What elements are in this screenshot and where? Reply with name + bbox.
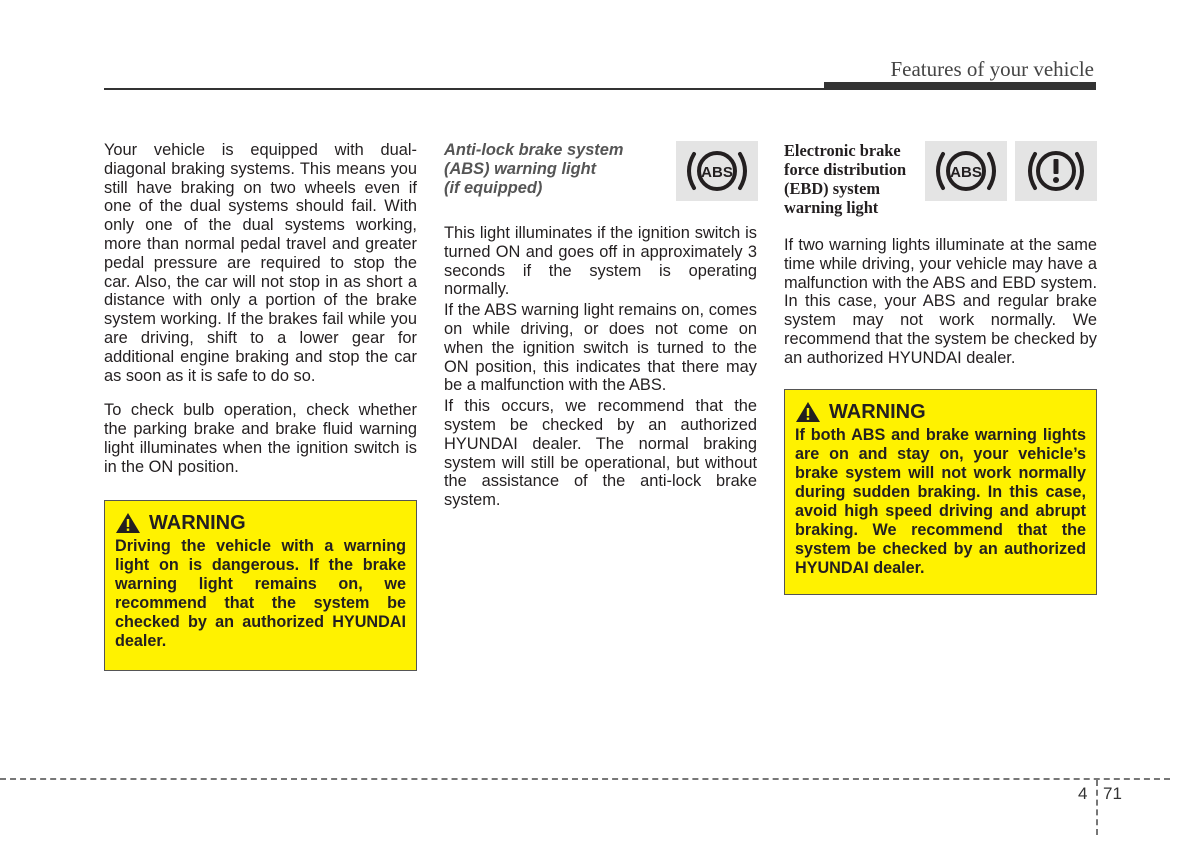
ebd-heading-row — [784, 141, 1097, 234]
paragraph: To check bulb operation, check whether the parking brake and brake fluid warning light illuminates when the ignition switch is in the ON position. — [104, 401, 417, 476]
page-number: 71 — [1103, 784, 1122, 803]
paragraph: This light illuminates if the ignition switch is turned ON and goes off in approximately 3 seconds if the system is operating normally. — [444, 224, 757, 299]
paragraph: Your vehicle is equipped with dual-diagonal braking systems. This means you still have braking on two wheels even if one of the dual systems should fail. With only one of the dual systems working, more than normal pedal travel and greater pedal pressure are required to stop the car. Also, the car will not stop in as short a distance with only a portion of the brake system working. If the brakes fail while you are driving, shift to a lower gear for additional engine braking and stop the car as soon as it is safe to do so. — [104, 141, 417, 385]
chapter-number: 4 — [1078, 784, 1088, 803]
header-rule-accent — [824, 82, 1096, 90]
heading-line: (EBD) system — [784, 179, 881, 198]
brake-warning-icon — [1015, 141, 1097, 201]
abs-heading — [444, 141, 644, 198]
warning-heading — [795, 400, 1086, 424]
warning-triangle-icon — [115, 512, 141, 534]
abs-warning-icon — [925, 141, 1007, 201]
warning-text: If both ABS and brake warning lights are on and stay on, your vehicle’s brake system will not work normally during sudden braking. In this case, avoid high speed driving and abrupt braking. We recommend that the system be checked by an authorized HYUNDAI dealer. — [795, 425, 1086, 577]
warning-heading — [115, 511, 406, 535]
column-abs-warning — [444, 141, 757, 510]
ebd-heading — [784, 141, 919, 217]
heading-line: (if equipped) — [444, 179, 543, 197]
footer-page-divider — [1096, 780, 1098, 835]
warning-box — [104, 500, 417, 671]
header-rule — [104, 88, 824, 90]
warning-text: Driving the vehicle with a warning light on is dangerous. If the brake warning light remains on, we recommend that the system be checked by an authorized HYUNDAI dealer. — [115, 536, 406, 650]
warning-box — [784, 389, 1097, 595]
abs-icon-label: ABS — [701, 164, 733, 181]
heading-line: Electronic brake — [784, 141, 901, 160]
warning-title: WARNING — [149, 511, 246, 534]
abs-warning-icon — [676, 141, 758, 201]
abs-heading-row — [444, 141, 757, 218]
section-title: Features of your vehicle — [890, 57, 1094, 81]
paragraph: If this occurs, we recommend that the system be checked by an authorized HYUNDAI dealer. The normal braking system will still be operational, but without the assistance of the anti-lock brake system. — [444, 397, 757, 510]
heading-line: Anti-lock brake system — [444, 141, 624, 159]
heading-line: force distribution — [784, 160, 907, 179]
abs-icon-label: ABS — [950, 164, 982, 181]
heading-line: (ABS) warning light — [444, 160, 597, 178]
column-ebd-warning — [784, 141, 1097, 595]
heading-line: warning light — [784, 198, 879, 217]
footer-divider — [0, 778, 1170, 780]
paragraph: If the ABS warning light remains on, comes on while driving, or does not come on when the ignition switch is turned to the ON position, this indicates that there may be a malfunction with the ABS. — [444, 301, 757, 395]
column-dual-braking — [104, 141, 417, 671]
warning-triangle-icon — [795, 401, 821, 423]
paragraph: If two warning lights illuminate at the same time while driving, your vehicle may have a malfunction with the ABS and EBD system. In this case, your ABS and regular brake system may not work normally. We recommend that the system be checked by an authorized HYUNDAI dealer. — [784, 236, 1097, 367]
warning-title: WARNING — [829, 400, 926, 423]
